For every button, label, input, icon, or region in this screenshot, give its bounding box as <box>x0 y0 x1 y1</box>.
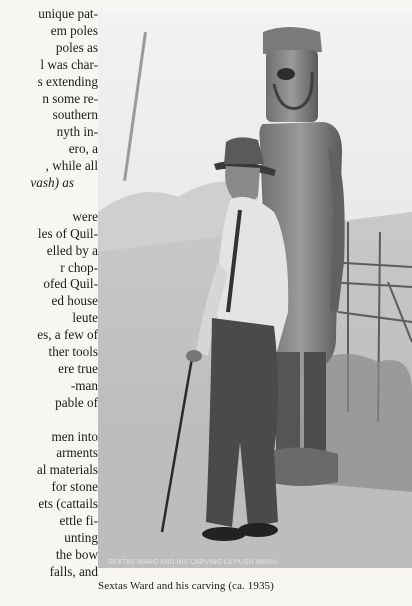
body-text-line: were <box>72 208 98 224</box>
body-text-line: nyth in- <box>56 124 98 140</box>
body-text-line: n some re- <box>42 90 98 106</box>
body-text-line: pable of <box>55 394 98 410</box>
body-text-line: southern <box>52 107 98 123</box>
body-text-line: falls, and <box>49 563 98 579</box>
body-text-line: ere true <box>58 360 98 376</box>
body-text-line: s extending <box>37 73 98 89</box>
body-text-line: em poles <box>50 22 98 38</box>
body-text-line: for stone <box>51 479 98 495</box>
body-text-line: es, a few of <box>37 327 98 343</box>
body-text-line: l was char- <box>40 56 98 72</box>
photo-caption: Sextas Ward and his carving (ca. 1935) <box>98 580 274 592</box>
body-text-line: ets (cattails <box>38 496 98 512</box>
body-text-line: elled by a <box>46 242 98 258</box>
photo-watermark: SEXTAS WARD AND HIS CARVING LA PUSH WASH. <box>108 559 278 566</box>
body-text-line: poles as <box>55 39 98 55</box>
body-text-line: r chop- <box>60 259 98 275</box>
body-text-line: arments <box>56 445 98 461</box>
body-text-line: vash) as <box>30 175 74 190</box>
body-text-line: leute <box>72 310 98 326</box>
body-text-line: al materials <box>36 462 98 478</box>
body-text-line: ther tools <box>48 344 98 359</box>
body-text-line: les of Quil- <box>37 225 98 241</box>
historical-photo <box>98 12 412 568</box>
body-text-line: unting <box>64 529 98 545</box>
body-text-line: ettle fi- <box>59 513 98 528</box>
body-text-line: unique pat- <box>38 6 98 21</box>
body-text-line: ero, a <box>68 141 98 157</box>
body-text-line: ofed Quil- <box>43 276 98 292</box>
body-text-line: , while all <box>45 158 98 174</box>
body-text-line: the bow <box>55 546 98 562</box>
body-text-line: -man <box>70 377 98 393</box>
body-text-line: men into <box>51 428 98 444</box>
body-text-column <box>0 6 100 606</box>
body-text-line: ed house <box>51 293 98 309</box>
